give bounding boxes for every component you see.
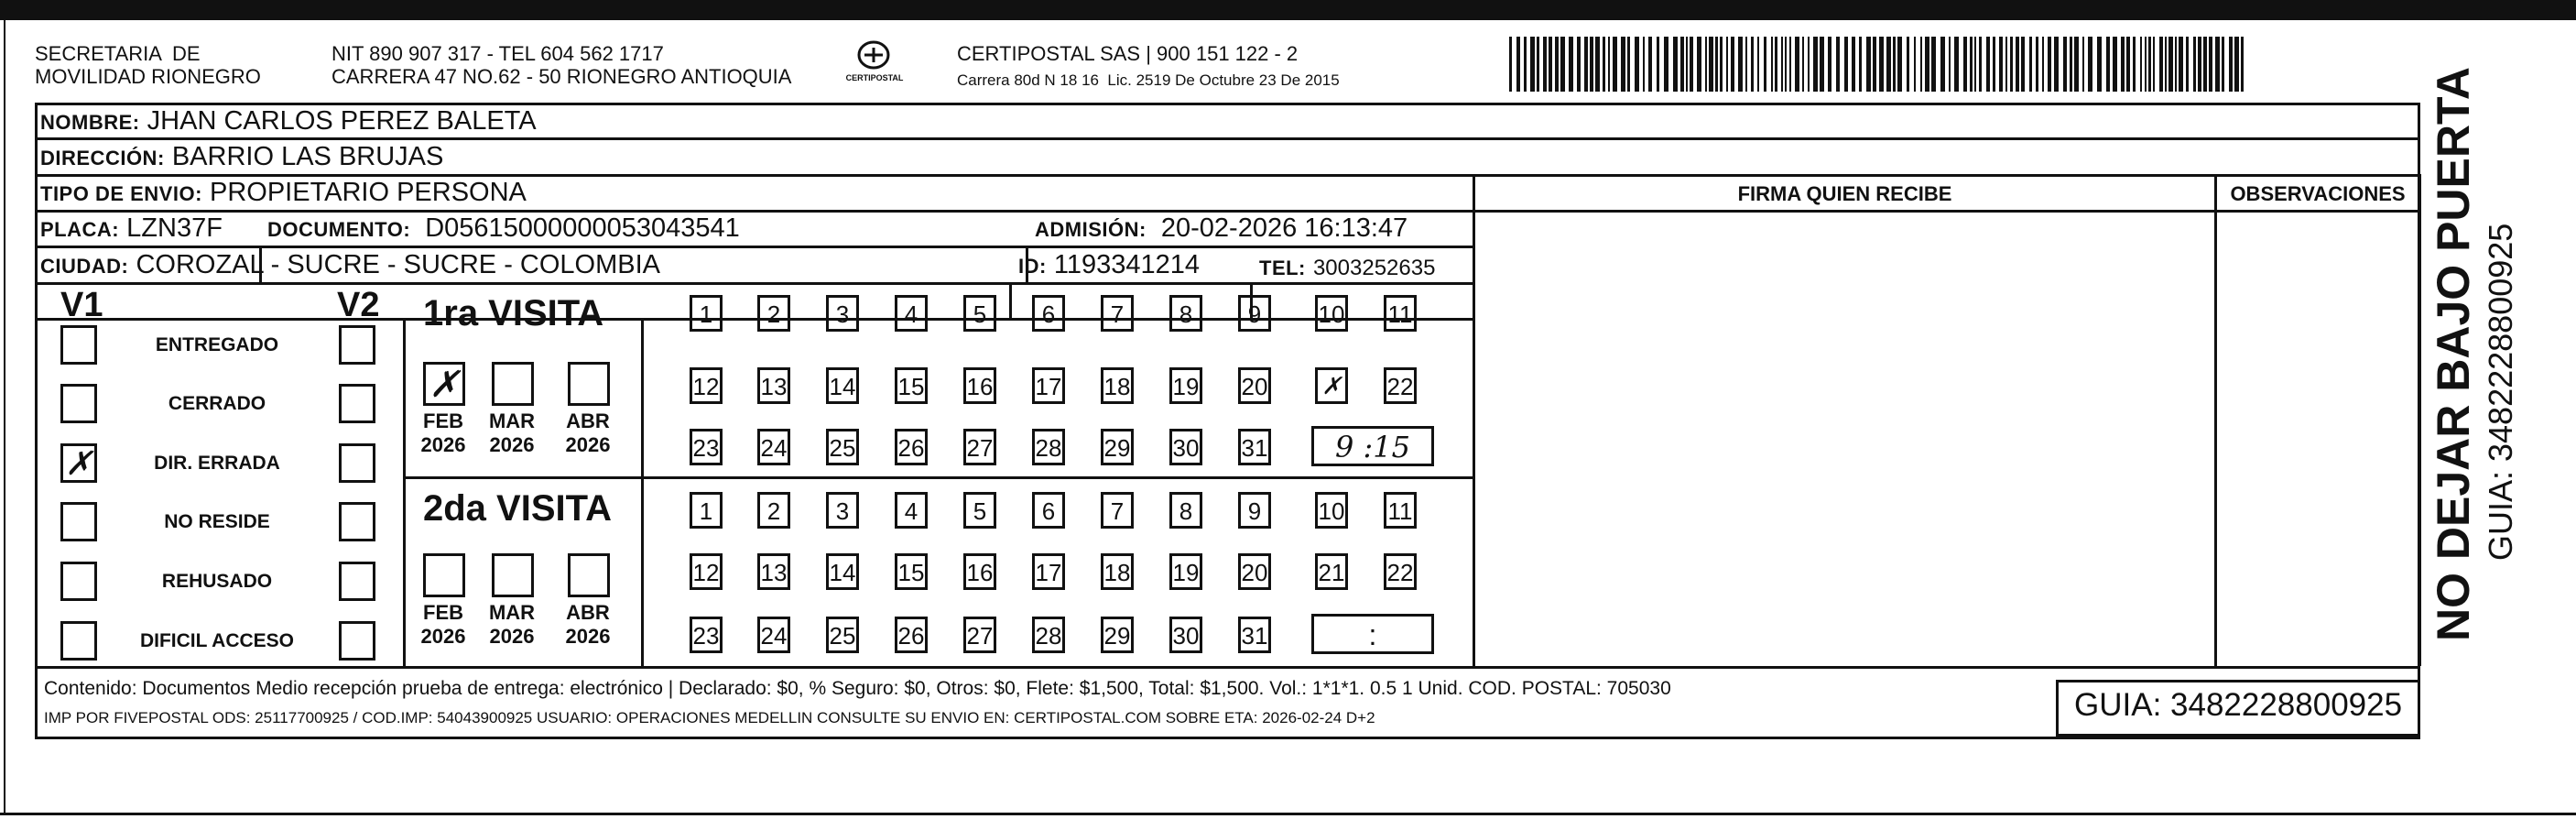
month-checkbox: [568, 362, 610, 406]
nombre-row: [40, 106, 537, 137]
id-row: [1018, 250, 1200, 281]
divider: [35, 174, 2420, 177]
divider: [35, 137, 2420, 140]
day-box: 6: [1032, 295, 1065, 332]
month-year: 2026: [489, 625, 535, 648]
direccion-row: [40, 142, 443, 173]
footer-print-info: IMP POR FIVEPOSTAL ODS: 25117700925 / COD.IMP: 54043900925 USUARIO: OPERACIONES MEDELLIN CONSULTE SU ENVIO EN: CERTIPOSTAL.COM SOBRE ETA: 2026-02-24 D+2: [44, 709, 1375, 726]
check-mark: ✗: [64, 445, 93, 483]
day-box: 28: [1032, 429, 1065, 465]
day-box: 17: [1032, 367, 1065, 404]
month-label: [484, 601, 539, 649]
day-box: 26: [895, 617, 928, 653]
status-option-label: NO RESIDE: [164, 511, 270, 532]
placa-value: LZN37F: [126, 213, 223, 243]
day-box: 9: [1238, 295, 1271, 332]
divider: [35, 246, 1473, 248]
day-box: 3: [826, 295, 859, 332]
day-box: 10: [1315, 295, 1348, 332]
day-box: 7: [1101, 492, 1134, 529]
documento-value: D05615000000053043541: [425, 213, 740, 243]
issuer-name-line1: SECRETARIA DE: [35, 42, 201, 65]
day-box: 12: [690, 553, 723, 590]
direccion-value: BARRIO LAS BRUJAS: [171, 142, 444, 171]
footer-contents: Contenido: Documentos Medio recepción prueba de entrega: electrónico | Declarado: $0, % Seguro: $0, Otros: $0, Flete: $1,500, Total: $1,500. Vol.: 1*1*1. 0.5 1 Unid. COD. POSTAL: 705030: [44, 678, 1671, 699]
day-box: 18: [1101, 553, 1134, 590]
logo-text: CERTIPOSTAL: [845, 73, 904, 82]
day-box: 25: [826, 429, 859, 465]
day-box: 1: [690, 492, 723, 529]
status-option-label: DIFICIL ACCESO: [139, 630, 294, 651]
month-label: [484, 410, 539, 457]
day-box: 22: [1384, 553, 1417, 590]
firma-header: FIRMA QUIEN RECIBE: [1737, 182, 1952, 205]
day-box: 1: [690, 295, 723, 332]
divider: [2214, 174, 2217, 666]
id-value: 1193341214: [1053, 250, 1201, 279]
month-label: [416, 410, 471, 457]
day-box: ✗: [1315, 367, 1348, 404]
tipo-envio-label: TIPO DE ENVIO:: [40, 182, 202, 205]
day-box: 2: [757, 295, 790, 332]
issuer-name-line2: MOVILIDAD RIONEGRO: [35, 65, 261, 88]
month-year: 2026: [489, 433, 535, 456]
day-box: 30: [1169, 617, 1202, 653]
status-option-label: DIR. ERRADA: [154, 453, 280, 474]
v2-checkbox: [339, 325, 375, 365]
day-box: 27: [963, 617, 996, 653]
issuer-nit: NIT 890 907 317 - TEL 604 562 1717: [332, 42, 664, 65]
day-box: 23: [690, 617, 723, 653]
day-box: 15: [895, 367, 928, 404]
day-box: 8: [1169, 295, 1202, 332]
documento-row: [267, 213, 740, 245]
day-box: 19: [1169, 553, 1202, 590]
placa-row: [40, 213, 223, 245]
day-box: 14: [826, 553, 859, 590]
day-box: 6: [1032, 492, 1065, 529]
day-box: 27: [963, 429, 996, 465]
month-checkbox: [423, 553, 465, 597]
month-name: FEB: [423, 601, 463, 624]
day-box: 25: [826, 617, 859, 653]
barcode: [1509, 37, 2244, 92]
day-box: 19: [1169, 367, 1202, 404]
v2-header: V2: [337, 286, 380, 324]
carrier-license: Carrera 80d N 18 16 Lic. 2519 De Octubre 23 De 2015: [957, 71, 1340, 89]
certipostal-logo: [842, 37, 907, 90]
day-box: 5: [963, 492, 996, 529]
day-box: 30: [1169, 429, 1202, 465]
scan-left-edge: [4, 20, 5, 813]
month-label: [560, 410, 615, 457]
month-checkbox: [492, 362, 534, 406]
divider: [403, 476, 1473, 479]
tel-value: 3003252635: [1312, 256, 1436, 280]
day-box: 11: [1384, 492, 1417, 529]
divider: [1009, 282, 1012, 319]
day-box: 21: [1315, 553, 1348, 590]
day-box: 14: [826, 367, 859, 404]
day-box: 4: [895, 295, 928, 332]
month-checkbox: [568, 553, 610, 597]
top-scan-border: [0, 0, 2576, 20]
day-box: 20: [1238, 553, 1271, 590]
divider: [2418, 174, 2421, 666]
v2-checkbox: [339, 562, 375, 601]
tel-label: TEL:: [1259, 257, 1306, 279]
carrier-company: CERTIPOSTAL SAS | 900 151 122 - 2: [957, 42, 1299, 65]
day-box: 29: [1101, 429, 1134, 465]
tel-row: [1259, 252, 1435, 283]
month-name: ABR: [566, 601, 610, 624]
check-mark: ✗: [429, 364, 460, 406]
first-visit-time: 9 :15: [1311, 426, 1434, 466]
month-label: [560, 601, 615, 649]
v1-checkbox: [60, 384, 97, 423]
v1-checkbox: [60, 562, 97, 601]
month-name: MAR: [488, 601, 536, 624]
v2-checkbox: [339, 443, 375, 483]
day-box: 31: [1238, 429, 1271, 465]
observaciones-header: OBSERVACIONES: [2230, 182, 2406, 205]
divider: [35, 210, 2420, 213]
day-box: 8: [1169, 492, 1202, 529]
day-box: 29: [1101, 617, 1134, 653]
tipo-envio-row: [40, 178, 527, 209]
day-box: 7: [1101, 295, 1134, 332]
day-box: 4: [895, 492, 928, 529]
admision-value: 20-02-2026 16:13:47: [1160, 213, 1408, 243]
v2-checkbox: [339, 621, 375, 661]
ciudad-value: COROZAL - SUCRE - SUCRE - COLOMBIA: [136, 250, 660, 279]
day-box: 13: [757, 553, 790, 590]
day-box: 3: [826, 492, 859, 529]
second-visit-title: 2da VISITA: [423, 488, 612, 529]
direccion-label: DIRECCIÓN:: [40, 147, 165, 169]
month-name: FEB: [423, 410, 463, 432]
v1-checkbox: [60, 621, 97, 661]
month-checkbox: [423, 362, 465, 406]
second-visit-time: :: [1311, 614, 1434, 654]
day-box: 12: [690, 367, 723, 404]
first-visit-title: 1ra VISITA: [423, 293, 604, 333]
divider: [35, 666, 2420, 669]
status-option-label: ENTREGADO: [155, 334, 279, 355]
day-box: 13: [757, 367, 790, 404]
divider: [641, 318, 644, 666]
month-year: 2026: [565, 625, 611, 648]
admision-row: [1035, 213, 1408, 245]
month-name: ABR: [566, 410, 610, 432]
day-box: 23: [690, 429, 723, 465]
day-box: 26: [895, 429, 928, 465]
issuer-address: CARRERA 47 NO.62 - 50 RIONEGRO ANTIOQUIA: [332, 65, 792, 88]
status-option-label: CERRADO: [168, 393, 266, 414]
divider: [35, 282, 1473, 285]
divider: [403, 318, 406, 666]
day-box: 16: [963, 367, 996, 404]
v2-checkbox: [339, 502, 375, 541]
id-label: ID:: [1018, 255, 1047, 278]
month-year: 2026: [420, 433, 466, 456]
side-guia: GUIA: 3482228800925: [2482, 223, 2519, 561]
v1-checkbox: [60, 502, 97, 541]
v1-checkbox: [60, 443, 97, 483]
v2-checkbox: [339, 384, 375, 423]
placa-label: PLACA:: [40, 218, 120, 241]
day-box: 24: [757, 429, 790, 465]
day-box: 17: [1032, 553, 1065, 590]
day-box: 22: [1384, 367, 1417, 404]
v1-checkbox: [60, 325, 97, 365]
day-box: 10: [1315, 492, 1348, 529]
day-box: 5: [963, 295, 996, 332]
day-box: 2: [757, 492, 790, 529]
month-name: MAR: [488, 410, 536, 432]
day-box: 11: [1384, 295, 1417, 332]
day-box: 9: [1238, 492, 1271, 529]
month-year: 2026: [420, 625, 466, 648]
side-warning: NO DEJAR BAJO PUERTA: [2428, 67, 2479, 641]
day-box: 20: [1238, 367, 1271, 404]
scan-bottom-edge: [0, 813, 2576, 815]
ciudad-row: [40, 250, 660, 281]
day-box: 31: [1238, 617, 1271, 653]
divider: [1473, 174, 1475, 666]
v1-header: V1: [60, 286, 103, 324]
day-box: 15: [895, 553, 928, 590]
month-year: 2026: [565, 433, 611, 456]
day-box: 16: [963, 553, 996, 590]
day-box: 24: [757, 617, 790, 653]
tipo-envio-value: PROPIETARIO PERSONA: [209, 178, 527, 207]
nombre-value: JHAN CARLOS PEREZ BALETA: [147, 106, 537, 136]
status-option-label: REHUSADO: [161, 571, 273, 592]
month-checkbox: [492, 553, 534, 597]
documento-label: DOCUMENTO:: [267, 218, 411, 241]
month-label: [416, 601, 471, 649]
admision-label: ADMISIÓN:: [1035, 218, 1147, 241]
day-box: 28: [1032, 617, 1065, 653]
nombre-label: NOMBRE:: [40, 111, 140, 134]
ciudad-label: CIUDAD:: [40, 255, 129, 278]
guia-box-text: GUIA: 3482228800925: [2074, 687, 2403, 723]
day-box: 18: [1101, 367, 1134, 404]
